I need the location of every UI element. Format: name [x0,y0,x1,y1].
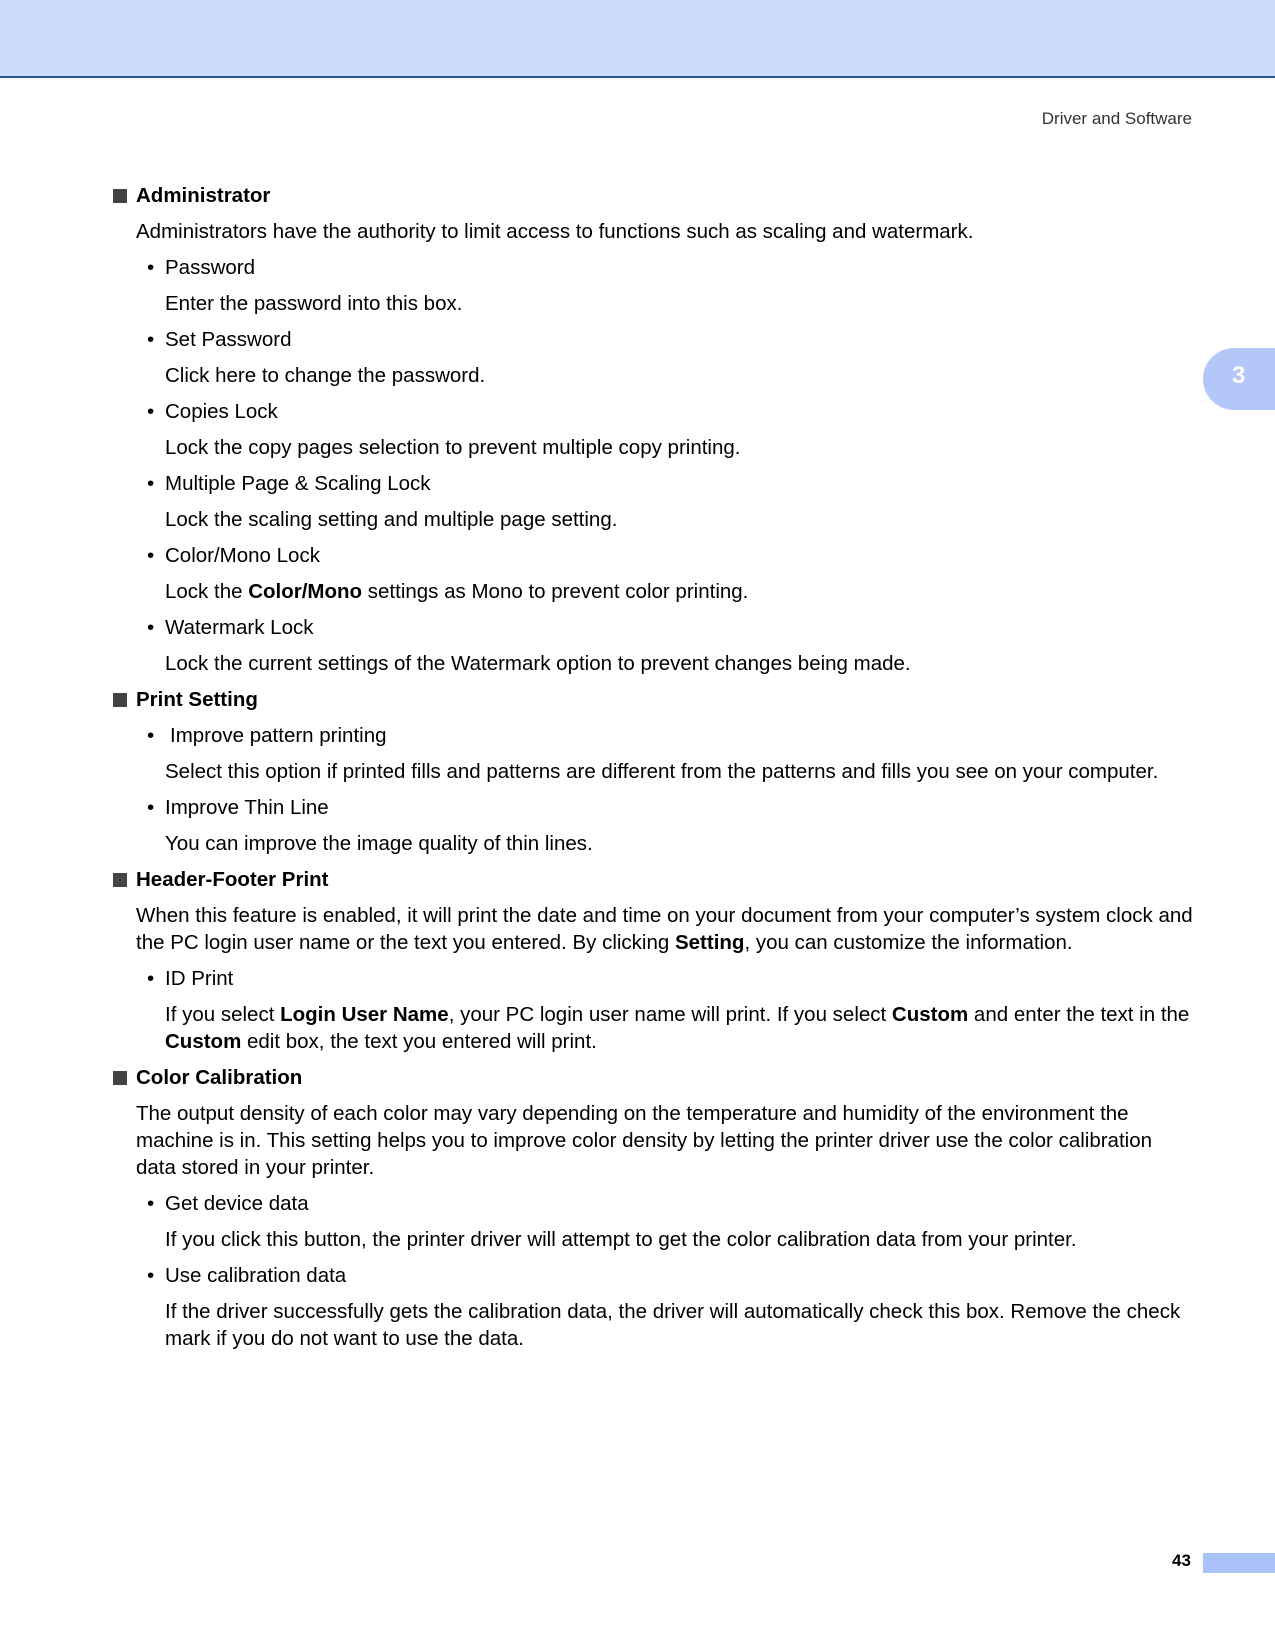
bullet-icon: • [147,616,155,639]
list-item: • Improve pattern printing [147,724,387,747]
footer-bar [1203,1553,1275,1573]
section-heading-administrator: Administrator [113,182,1193,209]
section-heading-color-calibration: Color Calibration [113,1064,1193,1091]
list-item: • Get device data [147,1192,309,1215]
list-item: • Password [147,256,256,279]
chapter-tab [1203,348,1275,410]
list-item: • Copies Lock [147,400,278,423]
list-item: • Use calibration data [147,1264,347,1287]
page-number: 43 [1172,1551,1191,1570]
bullet-icon: • [147,400,155,423]
item-description: Click here to change the password. [165,364,486,387]
square-bullet-icon [113,1071,127,1085]
item-description: Enter the password into this box. [165,292,463,315]
square-bullet-icon [113,693,127,707]
section-description: When this feature is enabled, it will print the date and time on your document from your computer’s system clock and the PC login user name or the text you entered. By clicking Setting, you can customize the information. [136,904,1193,954]
item-description: Select this option if printed fills and patterns are different from the patterns and fills you see on your computer. [165,760,1159,783]
item-description: Lock the copy pages selection to prevent multiple copy printing. [165,436,741,459]
bullet-icon: • [147,724,155,747]
bullet-icon: • [147,796,155,819]
section-description: Administrators have the authority to limit access to functions such as scaling and watermark. [136,220,974,243]
square-bullet-icon [113,189,127,203]
running-head: Driver and Software [1041,109,1192,128]
section-heading-print-setting: Print Setting [113,686,1193,713]
section-description: The output density of each color may vary depending on the temperature and humidity of the environment the machine is in. This setting helps you to improve color density by letting the printer driver use the color calibration data stored in your printer. [136,1102,1153,1179]
bullet-icon: • [147,472,155,495]
bullet-icon: • [147,1192,155,1215]
item-description: If you select Login User Name, your PC login user name will print. If you select Custom and enter the text in the Custom edit box, the text you entered will print. [165,1003,1190,1053]
item-description: Lock the Color/Mono settings as Mono to prevent color printing. [165,580,749,603]
item-description: You can improve the image quality of thin lines. [165,832,593,855]
list-item: • Set Password [147,328,292,351]
bullet-icon: • [147,328,155,351]
item-description: If the driver successfully gets the calibration data, the driver will automatically check this box. Remove the check mark if you do not want to use the data. [165,1300,1181,1350]
square-bullet-icon [113,873,127,887]
list-item: • ID Print [147,967,234,990]
page-content [113,182,1193,1361]
item-description: Lock the scaling setting and multiple page setting. [165,508,618,531]
bullet-icon: • [147,544,155,567]
bullet-icon: • [147,1264,155,1287]
section-heading-header-footer: Header-Footer Print [113,866,1193,893]
header-rule [0,76,1275,78]
bullet-icon: • [147,256,155,279]
bullet-icon: • [147,967,155,990]
chapter-number: 3 [1232,362,1246,389]
list-item: • Multiple Page & Scaling Lock [147,472,431,495]
item-description: Lock the current settings of the Watermark option to prevent changes being made. [165,652,911,675]
list-item: • Color/Mono Lock [147,544,320,567]
list-item: • Watermark Lock [147,616,314,639]
list-item: • Improve Thin Line [147,796,329,819]
header-band [0,0,1275,76]
item-description: If you click this button, the printer driver will attempt to get the color calibration data from your printer. [165,1228,1077,1251]
